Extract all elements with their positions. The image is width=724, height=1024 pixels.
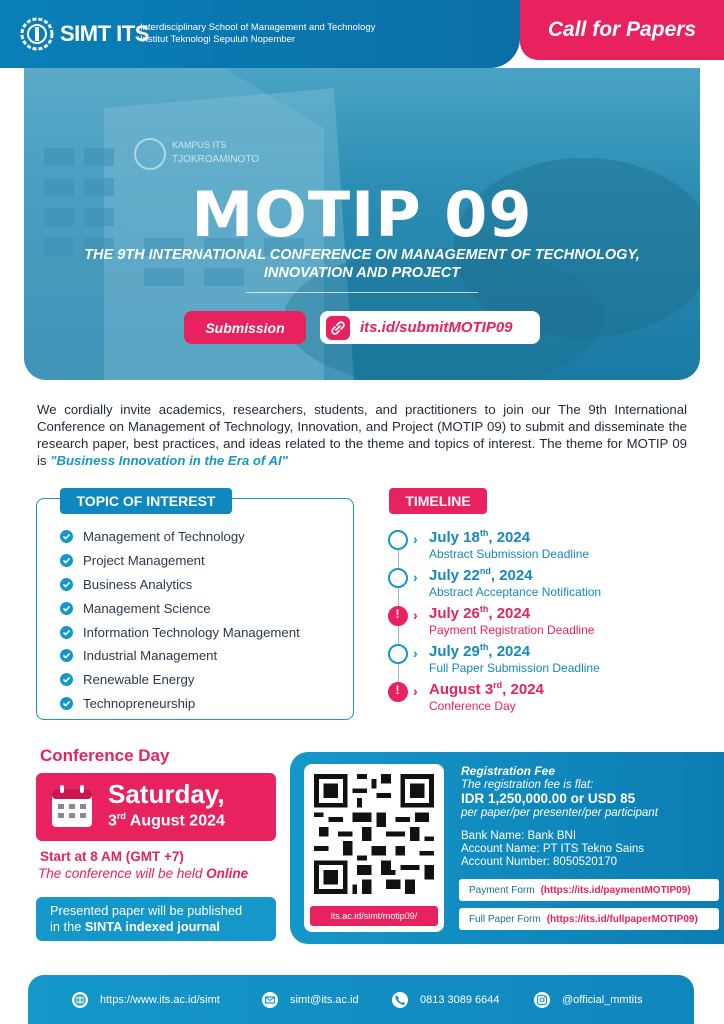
circle-icon [388, 530, 408, 550]
conference-title: MOTIP 09 [191, 178, 533, 251]
registration-title: Registration Fee [461, 764, 556, 778]
intro-paragraph [37, 401, 687, 469]
list-item [60, 644, 350, 668]
check-icon [60, 673, 73, 686]
instagram-icon [534, 992, 550, 1008]
timeline-item [388, 680, 688, 718]
timeline-desc: Conference Day [429, 699, 516, 713]
chevron-right-icon: › [413, 531, 418, 547]
gear-logo-icon [18, 15, 56, 53]
submission-button[interactable]: Submission [184, 311, 306, 344]
building-sign-line-1: KAMPUS ITS [172, 140, 227, 150]
phone-icon [392, 992, 408, 1008]
institution-line-2: Institut Teknologi Sepuluh Nopember [140, 34, 296, 45]
alert-icon [388, 682, 408, 702]
calendar-icon [50, 783, 94, 829]
list-item [60, 596, 350, 620]
list-item [60, 692, 350, 716]
institution-name [140, 22, 375, 46]
payment-form-link[interactable]: Payment Form (https://its.id/paymentMOTIP09) [459, 879, 719, 901]
check-icon [60, 530, 73, 543]
topic-label: Information Technology Management [83, 624, 300, 640]
globe-icon [72, 992, 88, 1008]
chevron-right-icon: › [413, 607, 418, 623]
check-icon [60, 697, 73, 710]
check-icon [60, 602, 73, 615]
chevron-right-icon: › [413, 645, 418, 661]
circle-icon [388, 644, 408, 664]
topic-label: Management of Technology [83, 529, 245, 545]
bank-name: Bank Name: Bank BNI [461, 830, 577, 842]
timeline-desc: Abstract Acceptance Notification [429, 585, 602, 599]
footer-website[interactable]: https://www.its.ac.id/simt [72, 992, 220, 1008]
check-icon [60, 626, 73, 639]
link-icon [326, 316, 350, 340]
institution-line-1: Interdisciplinary School of Management and Technology [140, 22, 376, 33]
topic-label: Management Science [83, 600, 211, 616]
list-item [60, 525, 350, 549]
account-number: Account Number: 8050520170 [461, 856, 617, 868]
check-icon [60, 554, 73, 567]
logo-text: SIMT ITS [60, 21, 149, 46]
topic-label: Project Management [83, 553, 205, 569]
qr-card[interactable] [304, 764, 444, 932]
alert-icon [388, 606, 408, 626]
timeline-date: July 22nd, 2024 [429, 566, 533, 584]
registration-per: per paper/per presenter/per participant [461, 807, 658, 819]
submission-url: its.id/submitMOTIP09 [360, 319, 513, 336]
timeline-date: July 26th, 2024 [429, 604, 531, 622]
conference-day: Saturday, [108, 779, 225, 809]
timeline-item [388, 566, 688, 604]
topic-label: Industrial Management [83, 648, 218, 664]
list-item [60, 573, 350, 597]
timeline-item [388, 642, 688, 680]
footer-bar [28, 975, 694, 1024]
building-sign-line-2: TJOKROAMINOTO [172, 154, 260, 165]
intro-text: We cordially invite academics, researchers, students, and practitioners to join our The 9th International Conference on Management of Technology, Innovation, and Project (MOTIP 09) to submit and disseminate the research paper, best practices, and ideas related to the theme and topics of interest. The theme for MOTIP 09 is [37, 402, 687, 468]
list-item [60, 549, 350, 573]
publication-note: Presented paper will be published in the SINTA indexed journal [36, 897, 276, 941]
conference-day-title: Conference Day [40, 746, 170, 765]
topic-list [60, 525, 350, 715]
timeline-date: August 3rd, 2024 [429, 680, 544, 698]
conference-date-card [36, 773, 276, 841]
timeline-item [388, 604, 688, 642]
qr-url-label[interactable]: its.ac.id/simt/motip09/ [310, 906, 438, 926]
chevron-right-icon: › [413, 683, 418, 699]
check-icon [60, 578, 73, 591]
footer-instagram[interactable]: @official_mmtits [534, 992, 643, 1008]
account-name: Account Name: PT ITS Tekno Sains [461, 843, 645, 855]
timeline-heading: TIMELINE [389, 488, 487, 514]
start-time: Start at 8 AM (GMT +7) [40, 849, 184, 864]
topic-label: Renewable Energy [83, 672, 195, 688]
submission-link[interactable] [320, 311, 540, 344]
timeline-desc: Payment Registration Deadline [429, 623, 595, 637]
call-for-papers-badge: Call for Papers [520, 0, 724, 60]
registration-flat-note: The registration fee is flat: [461, 779, 594, 791]
timeline-date: July 18th, 2024 [429, 528, 531, 546]
conference-date: 3rd August 2024 [108, 811, 225, 830]
simt-logo [18, 14, 158, 54]
chevron-right-icon: › [413, 569, 418, 585]
qr-code[interactable] [314, 774, 434, 894]
topic-heading: TOPIC OF INTEREST [60, 488, 232, 514]
list-item [60, 668, 350, 692]
bank-details [461, 830, 644, 869]
list-item [60, 620, 350, 644]
email-icon [262, 992, 278, 1008]
footer-phone[interactable]: 0813 3089 6644 [392, 992, 500, 1008]
timeline-desc: Abstract Submission Deadline [429, 547, 590, 561]
circle-icon [388, 568, 408, 588]
title-divider [246, 292, 478, 293]
conference-subtitle: THE 9TH INTERNATIONAL CONFERENCE ON MANAGEMENT OF TECHNOLOGY, INNOVATION AND PROJECT [84, 247, 640, 281]
full-paper-form-link[interactable]: Full Paper Form (https://its.id/fullpaperMOTIP09) [459, 908, 719, 930]
timeline-item [388, 528, 688, 566]
timeline-date: July 29th, 2024 [429, 642, 531, 660]
footer-email[interactable]: simt@its.ac.id [262, 992, 359, 1008]
registration-price: IDR 1,250,000.00 or USD 85 [461, 791, 636, 806]
conference-theme: "Business Innovation in the Era of AI" [50, 453, 288, 468]
topic-label: Technopreneurship [83, 695, 196, 711]
online-note: The conference will be held Online [38, 866, 249, 881]
timeline-desc: Full Paper Submission Deadline [429, 661, 600, 675]
topic-label: Business Analytics [83, 576, 193, 592]
check-icon [60, 649, 73, 662]
